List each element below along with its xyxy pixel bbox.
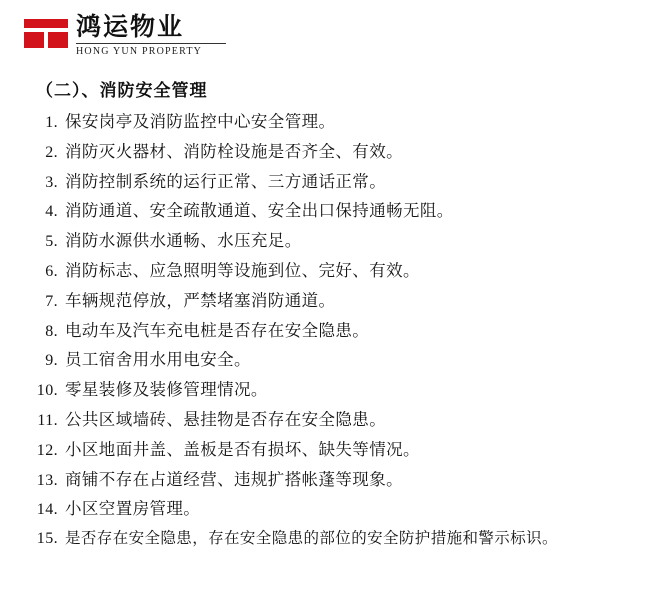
list-item-text: 商铺不存在占道经营、违规扩搭帐蓬等现象。 xyxy=(65,469,403,489)
list-item-number: 15. xyxy=(36,530,58,548)
list-item-number: 14. xyxy=(36,501,58,519)
list-item-number: 4. xyxy=(45,203,58,221)
list-item-text: 员工宿舍用水用电安全。 xyxy=(65,350,251,370)
brand-name-en: HONG YUN PROPERTY xyxy=(76,43,226,57)
brand-logo xyxy=(24,14,623,62)
list-item-number: 10. xyxy=(36,382,58,400)
list-item xyxy=(22,471,623,490)
list-item xyxy=(22,322,623,341)
list-item xyxy=(22,202,623,221)
list-item-text: 保安岗亭及消防监控中心安全管理。 xyxy=(65,112,336,131)
list-item xyxy=(22,292,623,311)
brand-text xyxy=(76,14,226,57)
list-item-text: 公共区域墙砖、悬挂物是否存在安全隐患。 xyxy=(65,409,387,429)
list-item xyxy=(22,381,623,400)
list-item xyxy=(22,500,623,519)
list-item-text: 电动车及汽车充电桩是否存在安全隐患。 xyxy=(65,320,370,340)
list-item-text: 小区地面井盖、盖板是否有损坏、缺失等情况。 xyxy=(65,439,420,459)
list-item xyxy=(22,530,623,548)
brand-name-cn: 鸿运物业 xyxy=(76,12,185,41)
list-item-text: 消防水源供水通畅、水压充足。 xyxy=(65,231,302,251)
list-item-number: 13. xyxy=(36,471,58,489)
list-item-number: 2. xyxy=(45,143,58,161)
list-item-number: 1. xyxy=(45,114,58,131)
list-item xyxy=(22,262,623,281)
list-item-number: 11. xyxy=(37,411,58,429)
list-item xyxy=(22,113,623,132)
list-item-number: 6. xyxy=(45,262,58,280)
list-item-number: 5. xyxy=(45,233,58,251)
list-item-text: 消防标志、应急照明等设施到位、完好、有效。 xyxy=(65,260,420,280)
list-item-number: 7. xyxy=(45,292,58,310)
list-item-text: 消防灭火器材、消防栓设施是否齐全、有效。 xyxy=(65,141,403,161)
list-item-number: 12. xyxy=(36,441,58,459)
page-title: （二）、消防安全管理 xyxy=(36,81,208,101)
list-item-text: 车辆规范停放，严禁堵塞消防通道。 xyxy=(65,290,336,310)
checklist xyxy=(22,113,623,548)
list-item-text: 消防控制系统的运行正常、三方通话正常。 xyxy=(65,171,387,191)
list-item-text: 消防通道、安全疏散通道、安全出口保持通畅无阻。 xyxy=(65,201,454,221)
list-item xyxy=(22,441,623,460)
list-item xyxy=(22,351,623,370)
list-item-text: 是否存在安全隐患，存在安全隐患的部位的安全防护措施和警示标识。 xyxy=(65,529,558,548)
list-item xyxy=(22,232,623,251)
list-item-text: 零星装修及装修管理情况。 xyxy=(65,380,268,400)
list-item-number: 8. xyxy=(45,322,58,340)
list-item xyxy=(22,411,623,430)
list-item xyxy=(22,173,623,192)
red-blocks-logo-icon xyxy=(24,16,68,50)
list-item-number: 3. xyxy=(45,173,58,191)
list-item-text: 小区空置房管理。 xyxy=(65,499,201,519)
list-item-number: 9. xyxy=(45,352,58,370)
list-item xyxy=(22,143,623,162)
